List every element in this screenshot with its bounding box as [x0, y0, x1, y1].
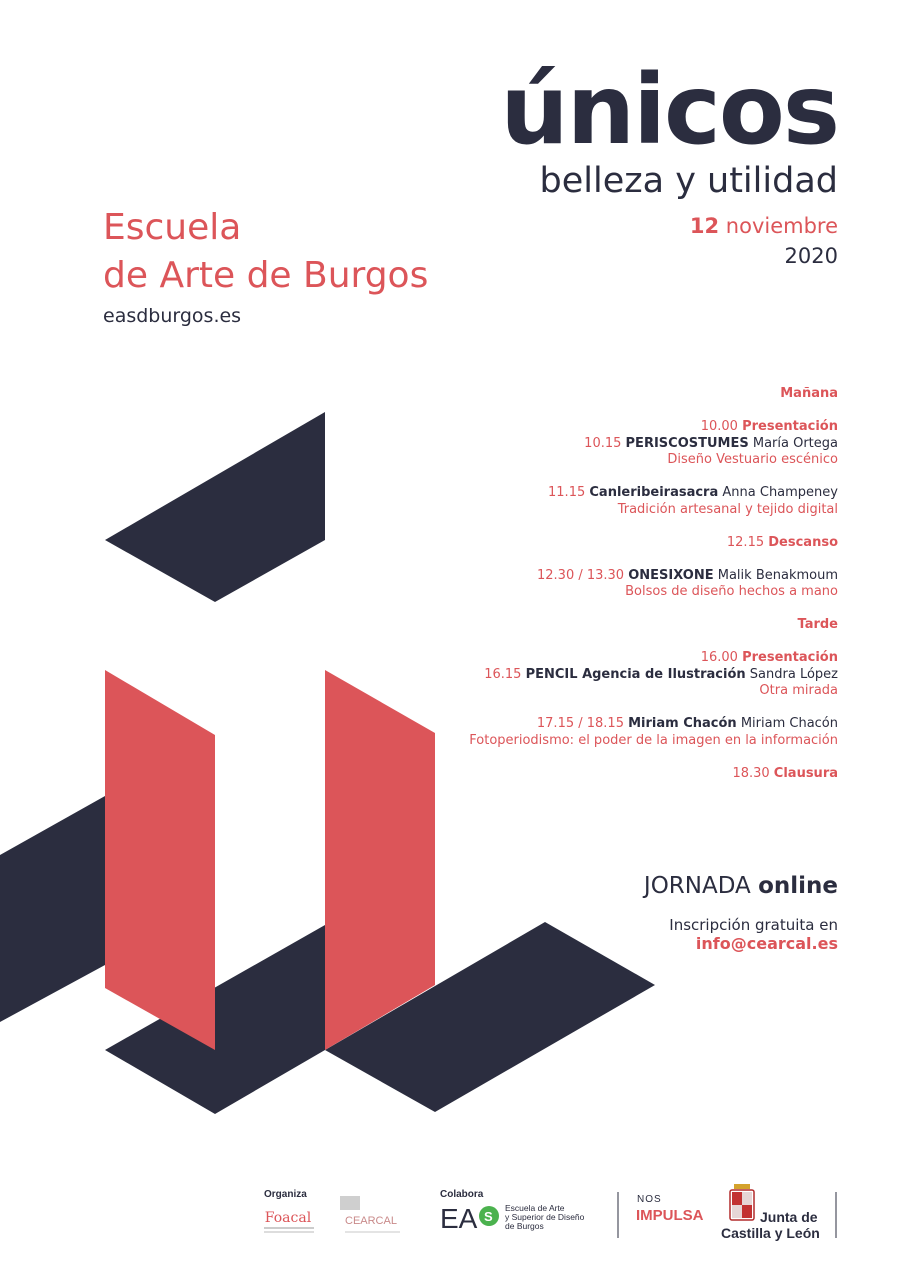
red-column-left: [105, 670, 215, 1050]
schedule-item: 12.30 / 13.30 ONESIXONE Malik Benakmoum: [537, 567, 838, 583]
schedule-item-desc: Tradición artesanal y tejido digital: [617, 501, 838, 517]
schedule-item: 10.15 PERISCOSTUMES María Ortega: [584, 435, 838, 451]
schedule-item: 12.15 Descanso: [726, 534, 838, 550]
foacal-logo: [264, 1210, 314, 1232]
schedule-item: 18.30 Clausura: [732, 765, 838, 781]
svg-text:de Burgos: de Burgos: [505, 1221, 544, 1231]
jornada-online: JORNADA online: [643, 873, 838, 899]
schedule-item-desc: Diseño Vestuario escénico: [667, 452, 838, 467]
schedule-item-desc: Fotoperiodismo: el poder de la imagen en la información: [469, 732, 838, 748]
svg-text:y Superior de Diseño: y Superior de Diseño: [505, 1212, 585, 1222]
schedule-morning-heading: Mañana: [780, 386, 838, 401]
nos-label: NOS: [637, 1194, 662, 1205]
contact-email-link[interactable]: info@cearcal.es: [695, 934, 838, 953]
school-name-line2: de Arte de Burgos: [103, 255, 429, 296]
navy-diamond-top: [105, 412, 325, 602]
schedule-item: 16.00 Presentación: [700, 650, 838, 665]
navy-band-left: [0, 796, 105, 1022]
schedule-item: 16.15 PENCIL Agencia de Ilustración Sandra López: [484, 666, 838, 682]
cearcal-logo-text: CEARCAL: [345, 1215, 397, 1227]
junta-line1: Junta de: [760, 1209, 818, 1225]
date-day: 12: [689, 214, 720, 238]
junta-line2: Castilla y León: [721, 1225, 820, 1241]
date-month: noviembre: [725, 214, 838, 238]
junta-coat-of-arms-icon: [730, 1184, 754, 1220]
schedule: [318, 386, 838, 782]
ea-mark: EA: [440, 1203, 478, 1234]
inscription-text: Inscripción gratuita en: [669, 916, 838, 934]
schedule-item: 11.15 Canleribeirasacra Anna Champeney: [548, 485, 838, 500]
poster-title: únicos: [500, 54, 838, 166]
colabora-label: Colabora: [440, 1189, 484, 1200]
event-year: 2020: [784, 244, 838, 268]
escuela-arte-logo: [440, 1203, 585, 1234]
school-website-link[interactable]: easdburgos.es: [103, 305, 242, 327]
schedule-afternoon-heading: Tarde: [797, 617, 838, 632]
schedule-item: 10.00 Presentación: [700, 419, 838, 434]
svg-text:S: S: [484, 1209, 493, 1224]
sponsor-footer: [0, 1180, 900, 1250]
cearcal-logo: [340, 1196, 400, 1232]
foacal-logo-text: Foacal: [264, 1210, 312, 1226]
poster-subtitle: belleza y utilidad: [539, 161, 838, 201]
impulsa-label: IMPULSA: [636, 1207, 704, 1224]
svg-text:Escuela de Arte: Escuela de Arte: [505, 1203, 565, 1213]
event-date: [690, 214, 838, 239]
schedule-item-desc: Bolsos de diseño hechos a mano: [625, 584, 838, 599]
schedule-item-desc: Otra mirada: [759, 683, 838, 698]
school-name-line1: Escuela: [103, 207, 242, 248]
organiza-label: Organiza: [264, 1189, 307, 1200]
schedule-item: 17.15 / 18.15 Miriam Chacón Miriam Chacón: [536, 716, 838, 731]
